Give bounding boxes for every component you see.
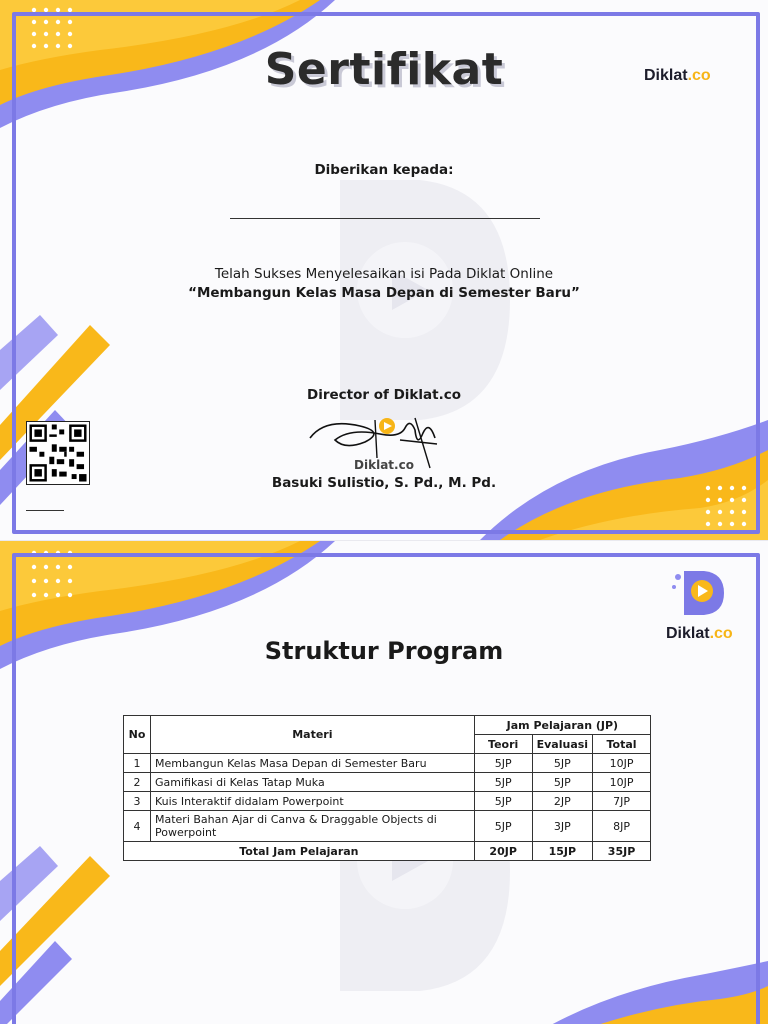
cell-no: 3	[124, 792, 151, 811]
cell-evaluasi: 5JP	[532, 754, 592, 773]
total-evaluasi: 15JP	[532, 842, 592, 861]
cell-total: 8JP	[593, 811, 651, 842]
qr-code	[26, 421, 90, 485]
brand-name: Diklat	[644, 67, 688, 84]
program-table	[123, 715, 651, 861]
brand-suffix: .co	[687, 67, 711, 84]
cell-evaluasi: 3JP	[532, 811, 592, 842]
total-label: Total Jam Pelajaran	[124, 842, 475, 861]
program-structure-page	[0, 541, 768, 1024]
cell-evaluasi: 2JP	[532, 792, 592, 811]
director-label: Director of Diklat.co	[307, 387, 461, 403]
table-row	[124, 754, 651, 773]
header-teori: Teori	[474, 735, 532, 754]
header-total: Total	[593, 735, 651, 754]
header-no: No	[124, 716, 151, 754]
course-title: “Membangun Kelas Masa Depan di Semester Baru”	[188, 285, 580, 301]
table-header-row	[124, 716, 651, 735]
table-row	[124, 811, 651, 842]
certificate-title: Sertifikat	[264, 44, 504, 95]
cell-no: 4	[124, 811, 151, 842]
header-jam-pelajaran: Jam Pelajaran (JP)	[474, 716, 650, 735]
cell-total: 7JP	[593, 792, 651, 811]
cell-materi: Membangun Kelas Masa Depan di Semester Baru	[150, 754, 474, 773]
signature-stamp-text: Diklat.co	[354, 458, 414, 472]
completion-text: Telah Sukses Menyelesaikan isi Pada Diklat Online	[214, 266, 554, 282]
cell-materi: Materi Bahan Ajar di Canva & Draggable Objects di Powerpoint	[150, 811, 474, 842]
total-teori: 20JP	[474, 842, 532, 861]
header-evaluasi: Evaluasi	[532, 735, 592, 754]
cell-evaluasi: 5JP	[532, 773, 592, 792]
cell-teori: 5JP	[474, 792, 532, 811]
diklat-logo-icon	[668, 565, 728, 621]
brand-name: Diklat	[666, 625, 710, 642]
brand-suffix: .co	[709, 625, 733, 642]
cell-materi: Kuis Interaktif didalam Powerpoint	[150, 792, 474, 811]
table-total-row	[124, 842, 651, 861]
given-to-label: Diberikan kepada:	[314, 162, 454, 178]
program-title: Struktur Program	[264, 637, 504, 665]
recipient-name-line	[230, 218, 540, 219]
cell-teori: 5JP	[474, 754, 532, 773]
header-materi: Materi	[150, 716, 474, 754]
cell-materi: Gamifikasi di Kelas Tatap Muka	[150, 773, 474, 792]
cell-teori: 5JP	[474, 811, 532, 842]
cell-no: 2	[124, 773, 151, 792]
qr-underline	[26, 510, 64, 511]
table-row	[124, 792, 651, 811]
director-name: Basuki Sulistio, S. Pd., M. Pd.	[271, 475, 497, 491]
cell-total: 10JP	[593, 754, 651, 773]
cell-no: 1	[124, 754, 151, 773]
total-total: 35JP	[593, 842, 651, 861]
table-row	[124, 773, 651, 792]
cell-teori: 5JP	[474, 773, 532, 792]
cell-total: 10JP	[593, 773, 651, 792]
